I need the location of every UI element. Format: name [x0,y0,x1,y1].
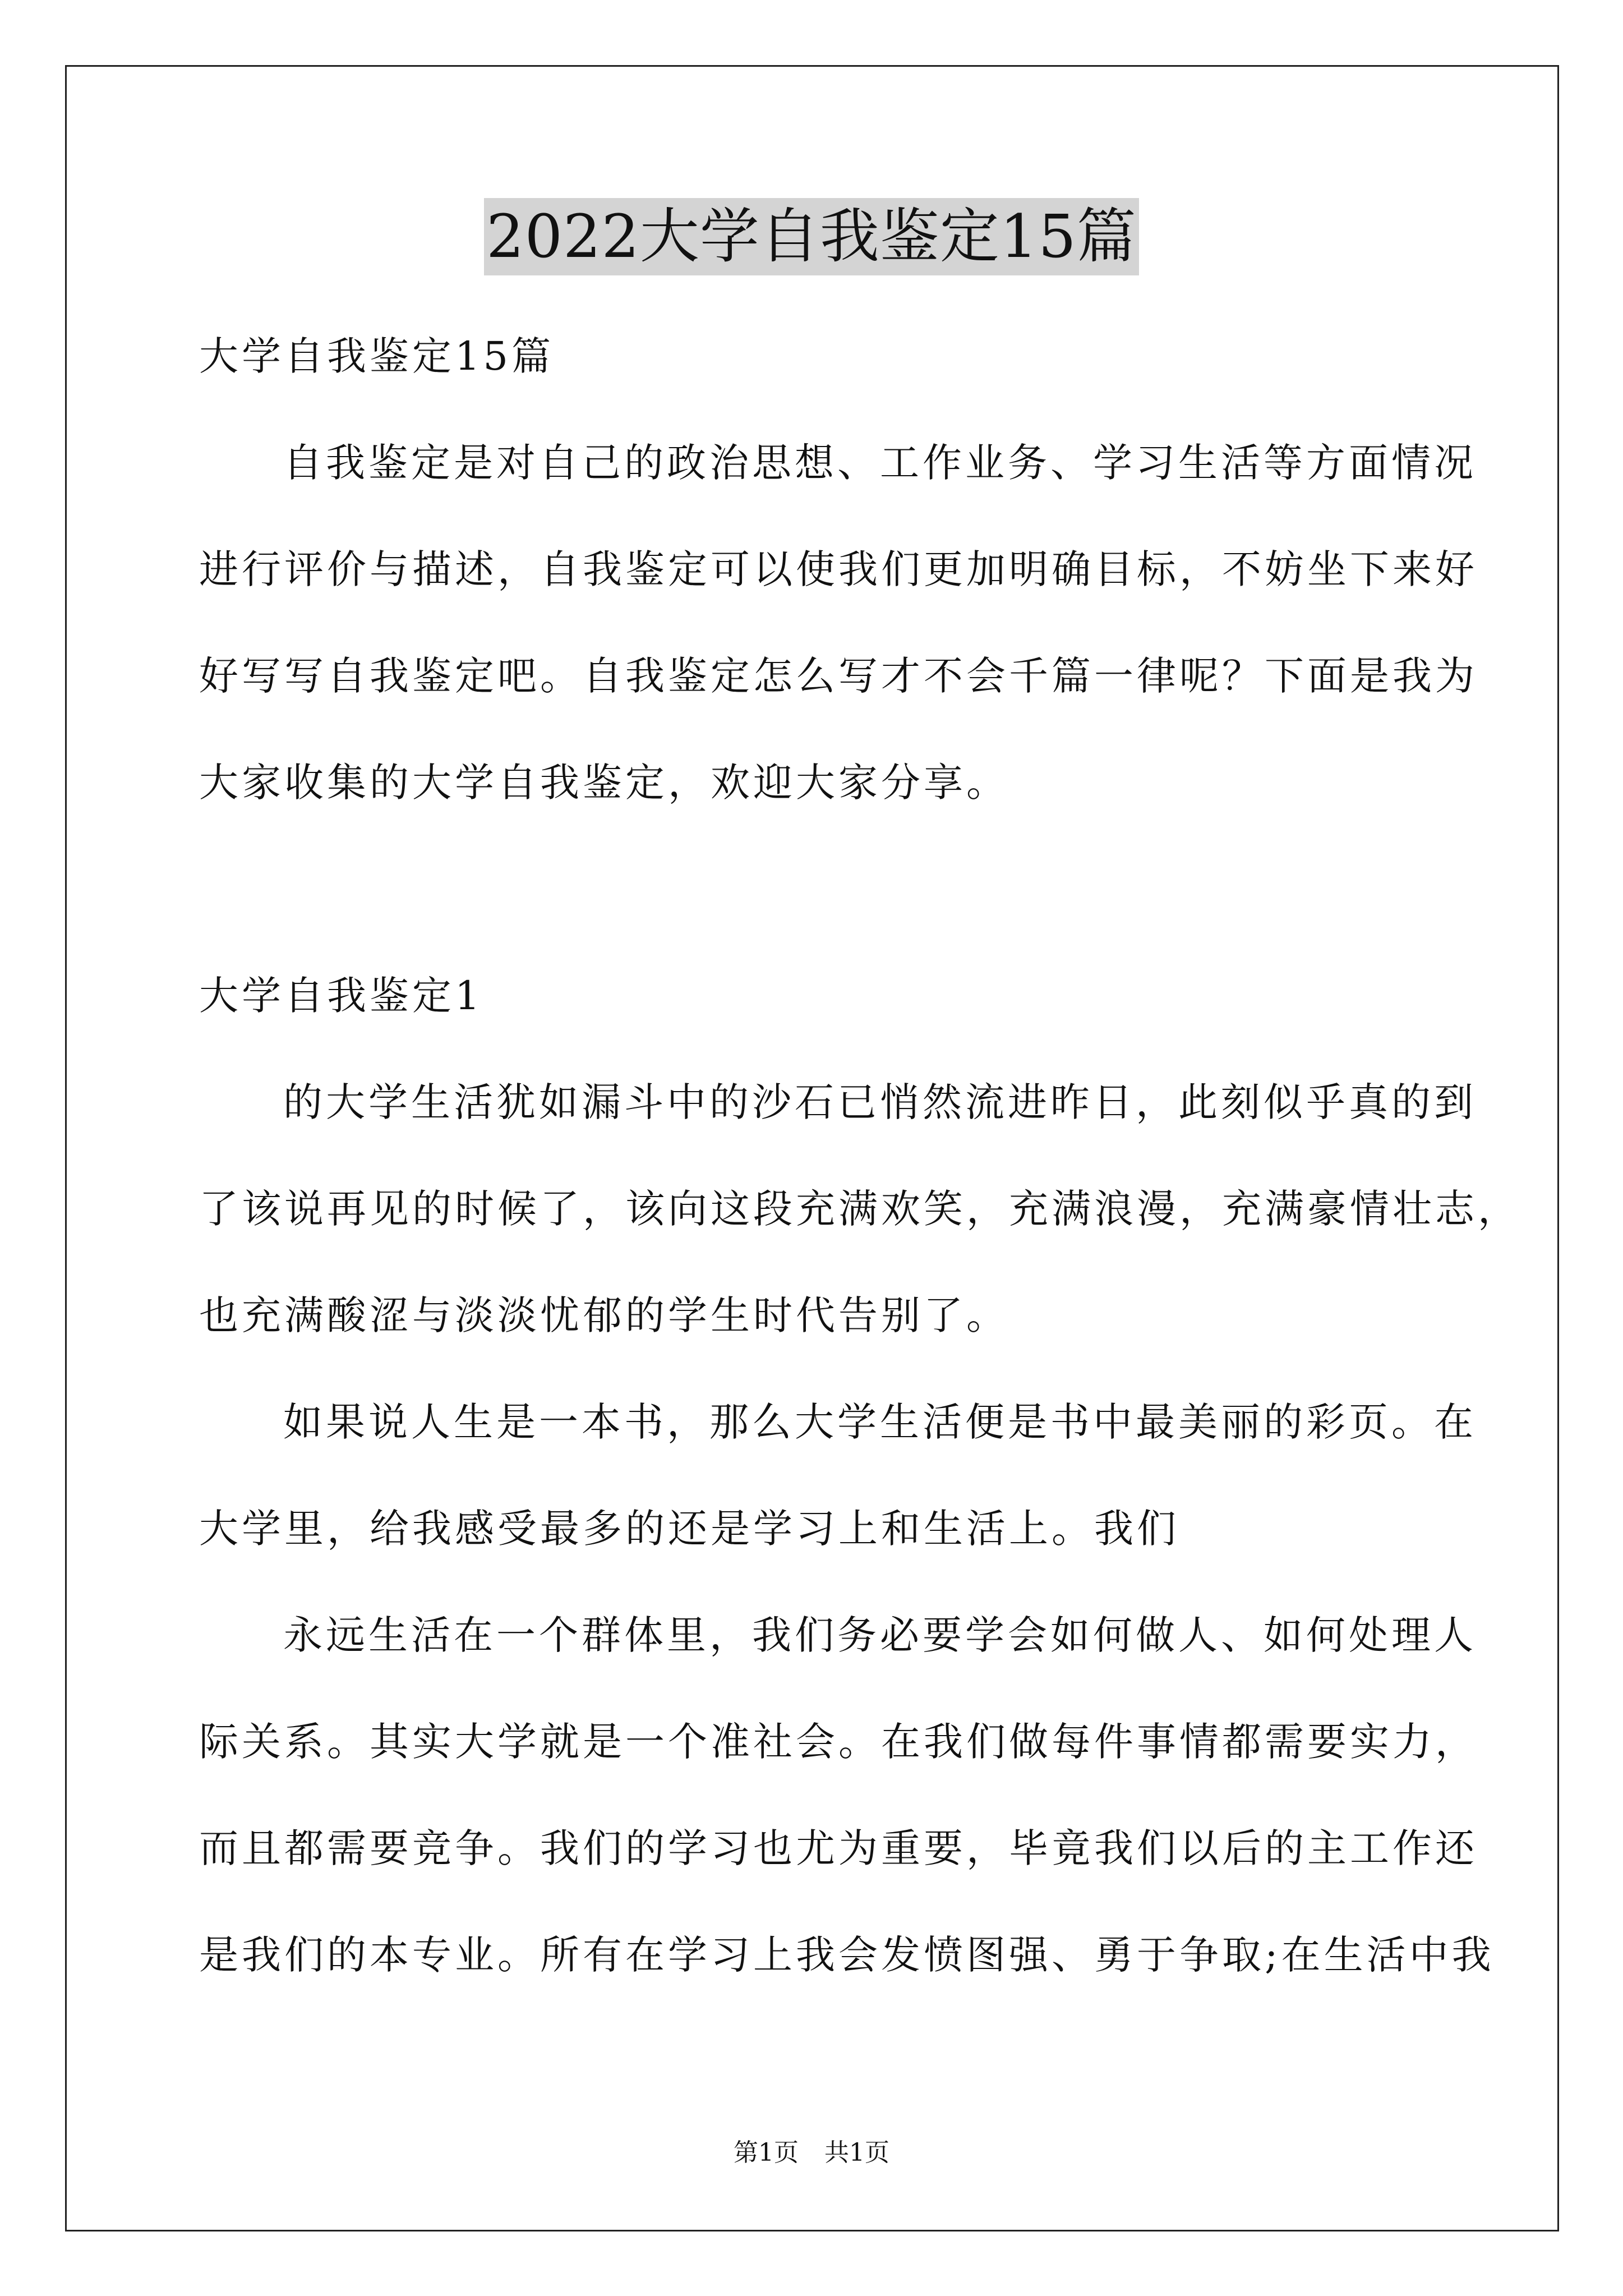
paragraph-line: 是我们的本专业。所有在学习上我会发愤图强、勇于争取;在生活中我 [199,1932,1495,1978]
page-number: 第1页 [734,2138,799,2167]
document-title: 2022大学自我鉴定15篇 [484,198,1139,275]
paragraph-line: 自我鉴定是对自己的政治思想、工作业务、学习生活等方面情况 [283,440,1477,486]
paragraph-line: 大家收集的大学自我鉴定，欢迎大家分享。 [199,760,1009,806]
paragraph-line: 的大学生活犹如漏斗中的沙石已悄然流进昨日，此刻似乎真的到 [283,1079,1477,1125]
paragraph-line: 大学里，给我感受最多的还是学习上和生活上。我们 [199,1506,1179,1552]
document-body [199,303,1520,2008]
paragraph-line: 也充满酸涩与淡淡忧郁的学生时代告别了。 [199,1292,1009,1338]
paragraph-line: 如果说人生是一本书，那么大学生活便是书中最美丽的彩页。在 [283,1399,1477,1445]
subtitle: 大学自我鉴定15篇 [199,333,555,379]
page-total: 共1页 [824,2138,889,2167]
page-footer [0,2136,1623,2170]
title-area [0,198,1623,275]
paragraph-line: 进行评价与描述，自我鉴定可以使我们更加明确目标，不妨坐下来好 [199,546,1478,592]
paragraph-line: 际关系。其实大学就是一个准社会。在我们做每件事情都需要实力， [199,1719,1478,1765]
paragraph-line: 永远生活在一个群体里，我们务必要学会如何做人、如何处理人 [283,1612,1477,1658]
paragraph-line: 而且都需要竞争。我们的学习也尤为重要，毕竟我们以后的主工作还 [199,1825,1478,1871]
paragraph-line: 了该说再见的时候了，该向这段充满欢笑，充满浪漫，充满豪情壮志， [199,1186,1520,1232]
paragraph-line: 好写写自我鉴定吧。自我鉴定怎么写才不会千篇一律呢？下面是我为 [199,653,1478,699]
section-heading: 大学自我鉴定1 [199,973,483,1019]
